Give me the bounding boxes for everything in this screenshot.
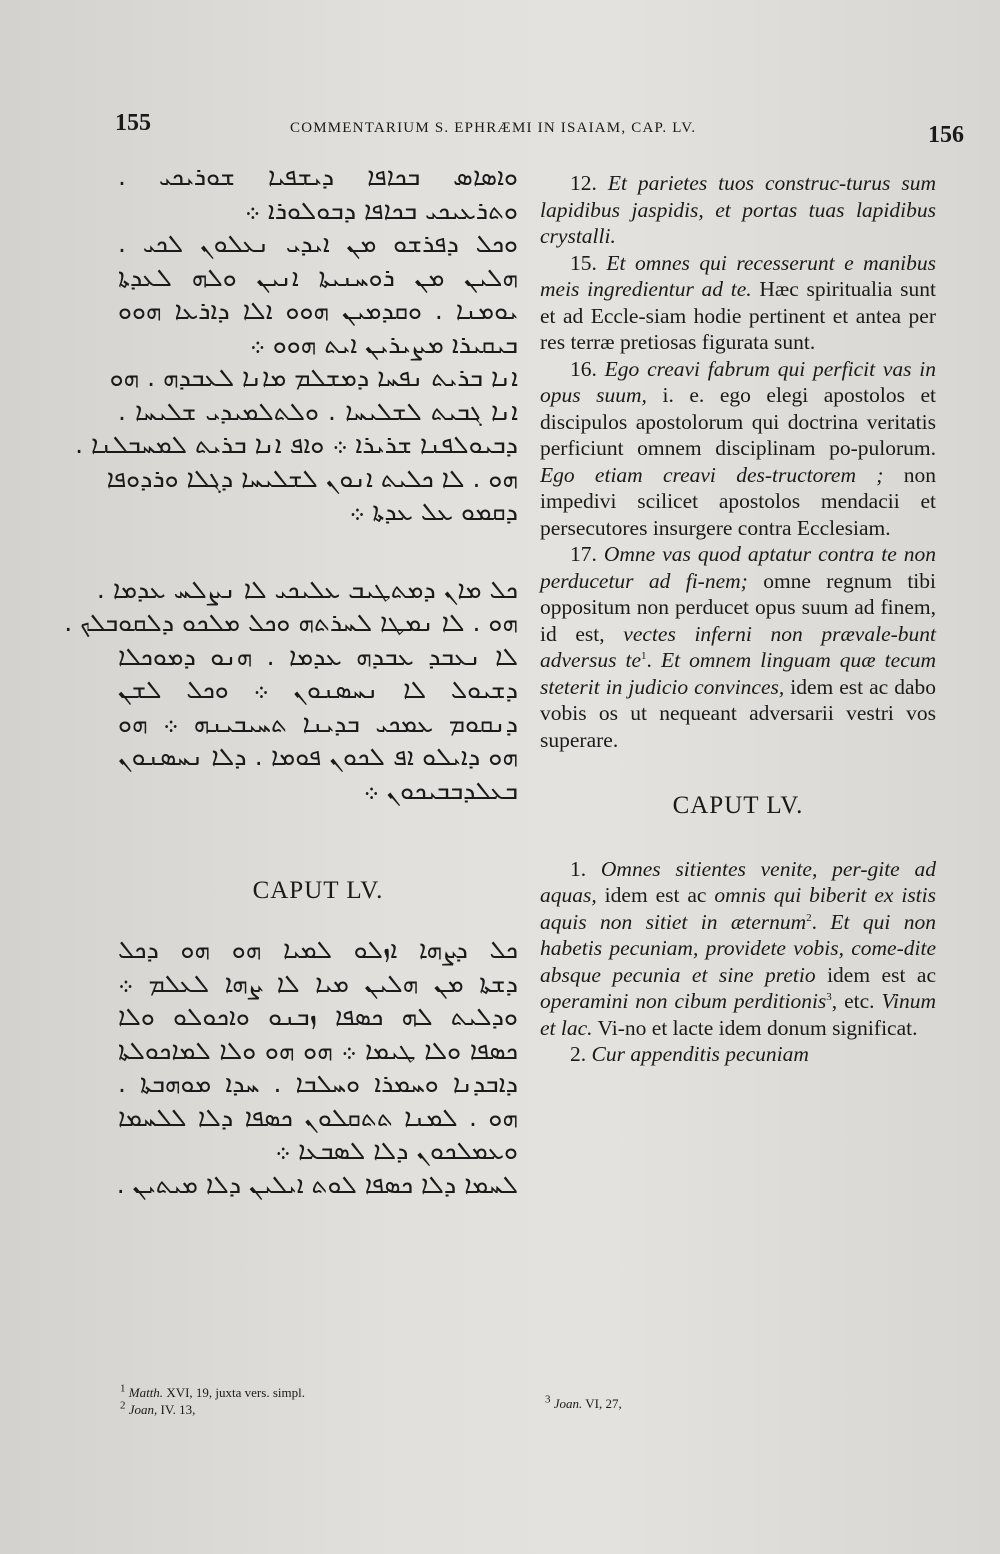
- commentary-text: idem est ac: [827, 962, 936, 987]
- footnote-ref: 3: [826, 990, 832, 1003]
- verse-12: [540, 170, 936, 250]
- syriac-line: ܕܫܝܘܠ ܠܐ ܢܚܣܢܘܢ ܀ ܘܟܠ ܠܫܢ: [118, 675, 518, 704]
- scripture-quote: Et omnem linguam quæ tecum steterit in judicio convinces,: [540, 648, 937, 699]
- scripture-quote: Et omnes qui recesserunt e manibus meis ingredientur ad te.: [540, 250, 936, 301]
- syriac-line: ܕܒܝܘܠܦܢܐ ܫܪܝܪܐ ܀ ܘܐܦ ܐܢܐ ܒܪܝܬ ܠܡܚܒܠܢܐ .: [75, 430, 518, 459]
- commentary-text: i. e. ego elegi apostolos et discipulos apostolorum qui doctrina veritatis perficiunt omnem disciplinam po-pulorum.: [540, 383, 937, 460]
- scripture-quote: Et parietes tuos construc-turus sum lapidibus jaspidis, et portas tuas lapidibus crystalli.: [540, 171, 936, 248]
- scripture-quote: Vinum et lac.: [540, 989, 936, 1040]
- scripture-quote: Et qui non habetis pecuniam, providete vobis, come-dite absque pecunia et sine pretio: [540, 909, 936, 987]
- syriac-line: ܕܫܬܐ ܡܢ ܗܠܝܢ ܡܝܐ ܠܐ ܨܗܐ ܠܥܠܡ ܀: [118, 968, 518, 998]
- scripture-quote: Ego creavi fabrum qui perficit vas in opus suum,: [540, 356, 937, 407]
- syriac-line: ܟܠ ܡܐܢ ܕܡܬܛܝܒ ܥܠܝܟܝ ܠܐ ܢܨܠܚ ܥܕܡܐ .: [96, 574, 518, 604]
- syriac-line: ܐܢܐ ܓܒܝܬ ܠܫܠܝܚܐ . ܘܠܬܠܡܝܕܝ ܫܠܝܚܐ .: [118, 396, 518, 426]
- syriac-line: ܐܢܐ ܒܪܝܬ ܢܦܚܐ ܕܡܫܠܡ ܡܐܢܐ ܠܥܒܕܗ . ܗܘ: [109, 363, 518, 392]
- syriac-line: ܗܘ ܕܐܝܠܘ ܐܦ ܠܟܘܢ ܦܘܡܐ . ܕܠܐ ܢܚܣܢܘܢ: [118, 742, 518, 771]
- syriac-line: ܕܩܡܘ ܥܠ ܥܕܬܐ ܀: [349, 497, 518, 526]
- footnote: $^1$ Matth. XVI, 19, juxta vers. simpl.: [120, 1382, 305, 1400]
- syriac-line: ܘܥܡܠܟܘܢ ܕܠܐ ܠܣܒܥܐ ܀: [275, 1136, 518, 1165]
- syriac-line: ܠܚܡܐ ܕܠܐ ܟܣܦܐ ܠܘܬ ܐܝܠܝܢ ܕܠܐ ܡܝܬܝܢ .: [116, 1169, 518, 1199]
- syriac-line: ܒܥܠܕܒܒܝܟܘܢ ܀: [363, 775, 518, 805]
- footnote-ref: 2: [806, 911, 812, 924]
- syriac-line: ܗܘ . ܠܐ ܢܡܛܐ ܠܚܪܬܗ ܘܟܠ ܡܠܟܘ ܕܠܩܘܒܠܟ .: [64, 608, 518, 637]
- scripture-quote: vectes inferni non prævale-bunt adversus te: [540, 621, 936, 672]
- footnote-ref: 1: [641, 649, 647, 662]
- scripture-quote: Omnes sitientes venite, per-gite ad aquas,: [540, 856, 936, 907]
- syriac-line: ܗܘ . ܠܐ ܟܠܝܬ ܐܢܘܢ ܠܫܠܝܚܐ ܕܓܠܐ ܘܪܕܘܦܐ: [106, 463, 518, 493]
- verse-2: [540, 1041, 936, 1068]
- syriac-column: [64, 160, 518, 1201]
- commentary-text: Hæc spiritualia sunt et ad Eccle-siam hodie pertinent et antea per res terræ pretiosas figurata sunt.: [540, 277, 937, 354]
- syriac-line: ܗܘ . ܠܡܢܐ ܬܬܩܠܘܢ ܟܣܦܐ ܕܠܐ ܠܠܚܡܐ: [118, 1102, 518, 1132]
- chapter-heading-right: CAPUT LV.: [672, 792, 804, 819]
- syriac-block-3: [118, 933, 518, 1201]
- scripture-quote: operamini non cibum perditionis: [540, 989, 827, 1013]
- scripture-quote: omnis qui biberit ex istis aquis non sitiet in æternum: [540, 883, 936, 934]
- verse-1: 1. Omnes sitientes venite, per-gite ad aquas, idem est ac omnis qui biberit ex istis aquis non sitiet in æternum$^2$. Et qui non habetis pecuniam, providete vobis, come-dite absque pecunia et sine pretio idem est ac operamini non cibum perditionis$^3$, etc. Vinum et lac. Vi-no et lacte idem donum significat.: [540, 856, 936, 1040]
- verse-number: 1.: [570, 856, 587, 881]
- commentary-text: idem est ac dabo vobis os ut nequeant adversarii vestri vos superare.: [540, 674, 936, 752]
- syriac-line: ܠܐ ܢܥܒܕ ܥܒܕܗ ܥܕܡܐ . ܗܢܘ ܕܡܘܟܠܐ: [118, 641, 518, 671]
- syriac-line: ܘܕܠܝܬ ܠܗ ܟܣܦܐ ܙܒܢܘ ܘܐܟܘܠܘ ܘܠܐ: [118, 1002, 518, 1031]
- syriac-line: ܕܢܩܘܡ ܥܡܟܝ ܒܕܝܢܐ ܬܚܝܒܝܢܗ ܀ ܗܘ: [118, 708, 518, 738]
- commentary-text: non impedivi scilicet apostolos mendacii et persecutores insurgere contra Ecclesiam.: [540, 462, 937, 540]
- syriac-line: ܝܘܡܢܐ . ܘܩܕܡܝܢ ܗܘܘ ܐܠܐ ܕܐܪܥܐ ܗܘܘ: [118, 296, 518, 325]
- syriac-line: ܘܟܠ ܕܦܪܫܘ ܡܢ ܐܝܕܝ ܢܥܠܘܢ ܠܟܝ .: [118, 229, 518, 258]
- commentary-text: , etc.: [831, 989, 875, 1013]
- commentary-text: idem est ac: [604, 883, 707, 907]
- footnotes-right: [545, 1395, 622, 1412]
- page-number-left: 155: [115, 110, 151, 136]
- syriac-line: ܟܠ ܕܨܗܐ ܐܙܠܘ ܠܡܝܐ ܗܘ ܗܘ ܕܟܠ: [118, 935, 518, 964]
- syriac-line: ܟܣܦܐ ܘܠܐ ܛܝܡܐ ܀ ܗܘ ܗܘ ܘܠܐ ܠܡܐܟܘܠܬܐ: [118, 1035, 518, 1065]
- syriac-line: ܒܝܩܝܪܐ ܡܨܝܪܝܢ ܐܝܬ ܗܘܘ ܀: [249, 329, 518, 359]
- syriac-line: ܕܐܒܕܢܐ ܘܚܡܪܐ ܘܚܠܒܐ . ܚܕܐ ܡܘܗܒܬܐ .: [118, 1069, 518, 1098]
- syriac-line: ܘܬܪܥܝܟܝ ܒܟܐܦܐ ܕܒܘܠܘܪܐ ܀: [244, 195, 518, 225]
- syriac-line: ܗܠܝܢ ܡܢ ܪܘܚܢܝܬܐ ܐܢܝܢ ܘܠܗ ܠܥܕܬܐ: [118, 262, 518, 292]
- scripture-quote: Omne vas quod aptatur contra te non perducetur ad fi-nem;: [540, 542, 937, 593]
- scripture-quote: Ego etiam creavi des-tructorem ;: [540, 462, 884, 487]
- verse-number: 12.: [570, 171, 597, 195]
- verse-number: 16.: [570, 356, 597, 381]
- syriac-block-1: [75, 160, 518, 529]
- running-head: COMMENTARIUM S. EPHRÆMI IN ISAIAM, CAP. LV.: [290, 120, 697, 136]
- verse-15: [540, 250, 936, 356]
- verse-17: 17. Omne vas quod aptatur contra te non perducetur ad fi-nem; omne regnum tibi oppositum non perducet opus suum ad finem, id est, vectes inferni non prævale-bunt adversus $te^1$. Et omnem linguam quæ tecum steterit in judicio convinces, idem est ac dabo vobis os ut nequeant adversarii vestri vos superare.: [540, 542, 937, 752]
- latin-column: [540, 170, 936, 1068]
- footnote: $^3$ Joan. VI, 27,: [545, 1393, 622, 1411]
- page-number-right: 156: [928, 122, 964, 148]
- scripture-quote: Cur appenditis pecuniam: [591, 1042, 809, 1066]
- commentary-text: omne regnum tibi oppositum non perducet opus suum ad finem, id est,: [540, 568, 936, 646]
- verse-number: 2.: [570, 1042, 587, 1066]
- footnote: $^2$ Joan, IV. 13,: [120, 1399, 196, 1417]
- footnotes-left: [120, 1384, 305, 1418]
- verse-16: [540, 356, 936, 542]
- syriac-block-2: [64, 573, 518, 808]
- syriac-line: ܘܐܣܐܣ ܒܟܐܦܐ ܕܝܫܦܝܐ ܫܘܪܝܟܝ .: [118, 162, 518, 191]
- chapter-heading-left: CAPUT LV.: [252, 877, 384, 904]
- verse-number: 17.: [570, 542, 597, 566]
- verse-number: 15.: [570, 250, 597, 275]
- commentary-text: Vi-no et lacte idem donum significat.: [597, 1015, 918, 1040]
